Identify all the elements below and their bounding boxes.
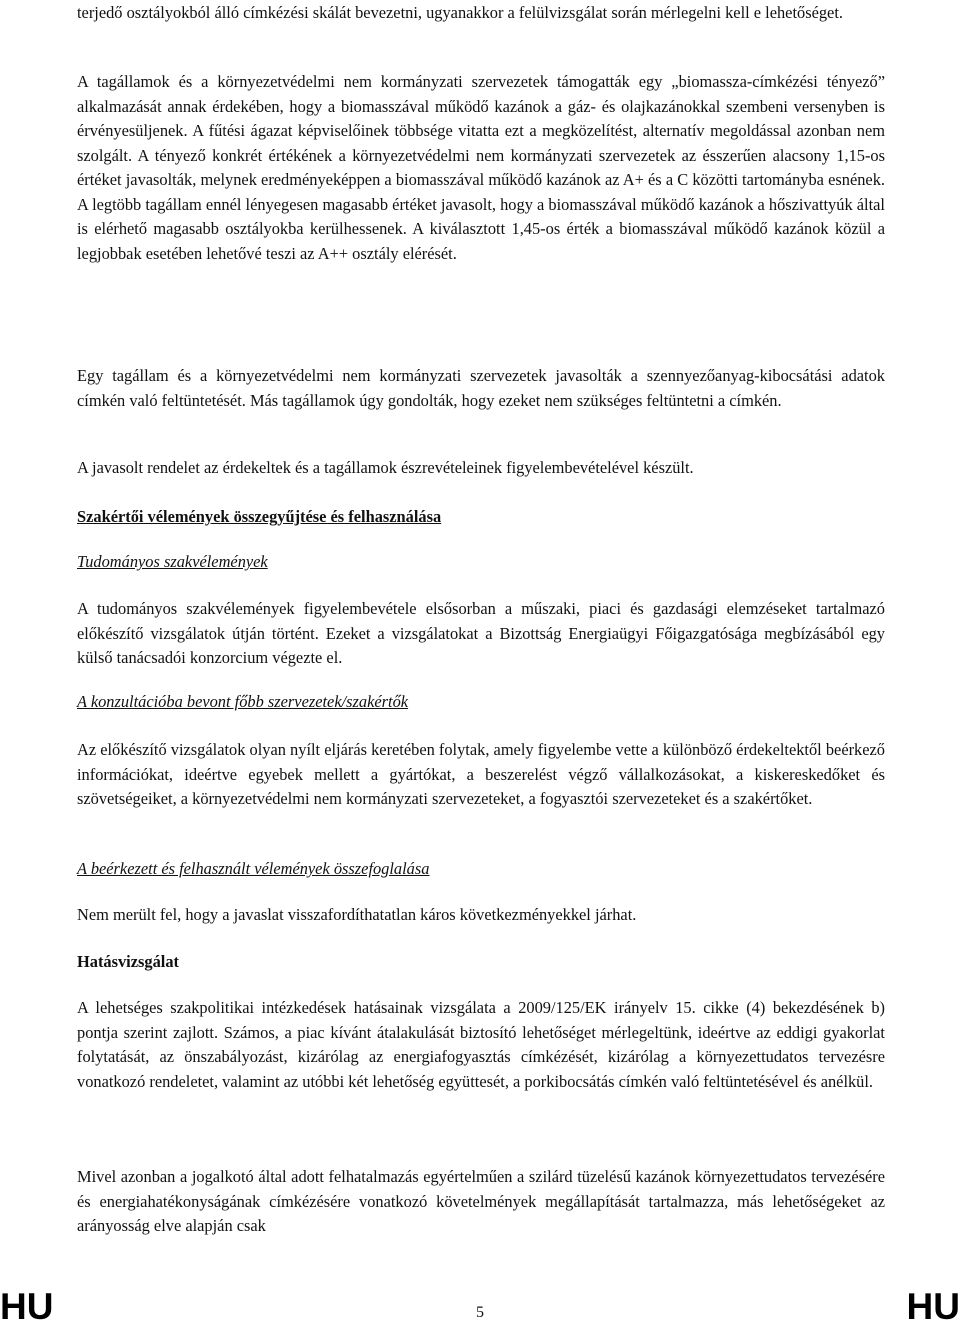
paragraph-emission-data: Egy tagállam és a környezetvédelmi nem kormányzati szervezetek javasolták a szennyezőanyag-kibocsátási adatok címkén való feltüntetését. Más tagállamok úgy gondolták, hogy ezeket nem szükséges feltüntetni a címkén. <box>77 366 885 410</box>
paragraph-legislator-mandate: Mivel azonban a jogalkotó által adott felhatalmazás egyértelműen a szilárd tüzelésű kazánok környezettudatos tervezésére és energiahatékonyságának címkézésére vonatkozó követelmények megállapítását tartalmazza, más lehetőségeket az arányosság elve alapján csak <box>77 1167 885 1235</box>
footer-language-left: HU <box>0 1286 54 1327</box>
section-heading-impact-assessment: Hatásvizsgálat <box>77 952 179 971</box>
paragraph-scientific-opinions: A tudományos szakvélemények figyelembevétele elsősorban a műszaki, piaci és gazdasági elemzéseket tartalmazó előkészítő vizsgálatok útján történt. Ezeket a vizsgálatokat a Bizottság Energiaügyi Főigazgatósága megbízásából egy külső tanácsadói konzorcium végezte el. <box>77 599 885 667</box>
subheading-received-opinions: A beérkezett és felhasznált vélemények összefoglalása <box>77 859 430 878</box>
paragraph-impact-assessment: A lehetséges szakpolitikai intézkedések hatásainak vizsgálata a 2009/125/EK irányelv 15. cikke (4) bekezdésének b) pontja szerint zajlott. Számos, a piac kívánt átalakulását biztosító lehetőséget mérlegeltünk, ideértve az eddigi gyakorlat folytatását, az önszabályozást, kizárólag az energiafogyasztás címkézését, kizárólag a környezettudatos tervezésre vonatkozó rendeletet, valamint az utóbbi két lehetőség együttesét, a porkibocsátás címkén való feltüntetésével és anélkül. <box>77 998 885 1091</box>
section-heading-expert-opinions: Szakértői vélemények összegyűjtése és felhasználása <box>77 507 442 526</box>
subheading-scientific-opinions: Tudományos szakvélemények <box>77 552 268 571</box>
subheading-consulted-organisations: A konzultációba bevont főbb szervezetek/szakértők <box>77 692 409 711</box>
footer-page-number: 5 <box>476 1304 484 1321</box>
paragraph-consulted-organisations: Az előkészítő vizsgálatok olyan nyílt eljárás keretében folytak, amely figyelembe vette a különböző érdekeltektől beérkező információkat, ideértve egyebek mellett a gyártókat, a beszerelést végző vállalkozásokat, a kiskereskedőket és szövetségeiket, a környezetvédelmi nem kormányzati szervezeteket, a fogyasztói szervezeteket és a szakértőket. <box>77 740 885 808</box>
paragraph-biomass-factor: A tagállamok és a környezetvédelmi nem kormányzati szervezetek támogatták egy „biomassza-címkézési tényező” alkalmazását annak érdekében, hogy a biomasszával működő kazánok a gáz- és olajkazánokkal szembeni versenyben is érvényesüljenek. A fűtési ágazat képviselőinek többsége vitatta ezt a megközelítést, alternatív megoldással azonban nem szolgált. A tényező konkrét értékének a környezetvédelmi nem kormányzati szervezetek az ésszerűen alacsony 1,15-os értéket javasolták, melynek eredményeképpen a biomasszával működő kazánok az A+ és a C közötti tartományba esnének. A legtöbb tagállam ennél lényegesen magasabb értéket javasolt, hogy a biomasszával működő kazánok a hőszivattyúk által is elérhető magasabb osztályokba kerülhessenek. A kiválasztott 1,45-os érték a biomasszával működő kazánok közül a legjobbak esetében lehetővé teszi az A++ osztály elérését. <box>77 72 885 263</box>
footer-language-right: HU <box>906 1286 960 1327</box>
paragraph-continuation: terjedő osztályokból álló címkézési skálát bevezetni, ugyanakkor a felülvizsgálat során mérlegelni kell e lehetőséget. <box>77 3 843 22</box>
paragraph-proposal-basis: A javasolt rendelet az érdekeltek és a tagállamok észrevételeinek figyelembevételével készült. <box>77 458 694 477</box>
paragraph-received-opinions: Nem merült fel, hogy a javaslat visszafordíthatatlan káros következményekkel járhat. <box>77 905 637 924</box>
